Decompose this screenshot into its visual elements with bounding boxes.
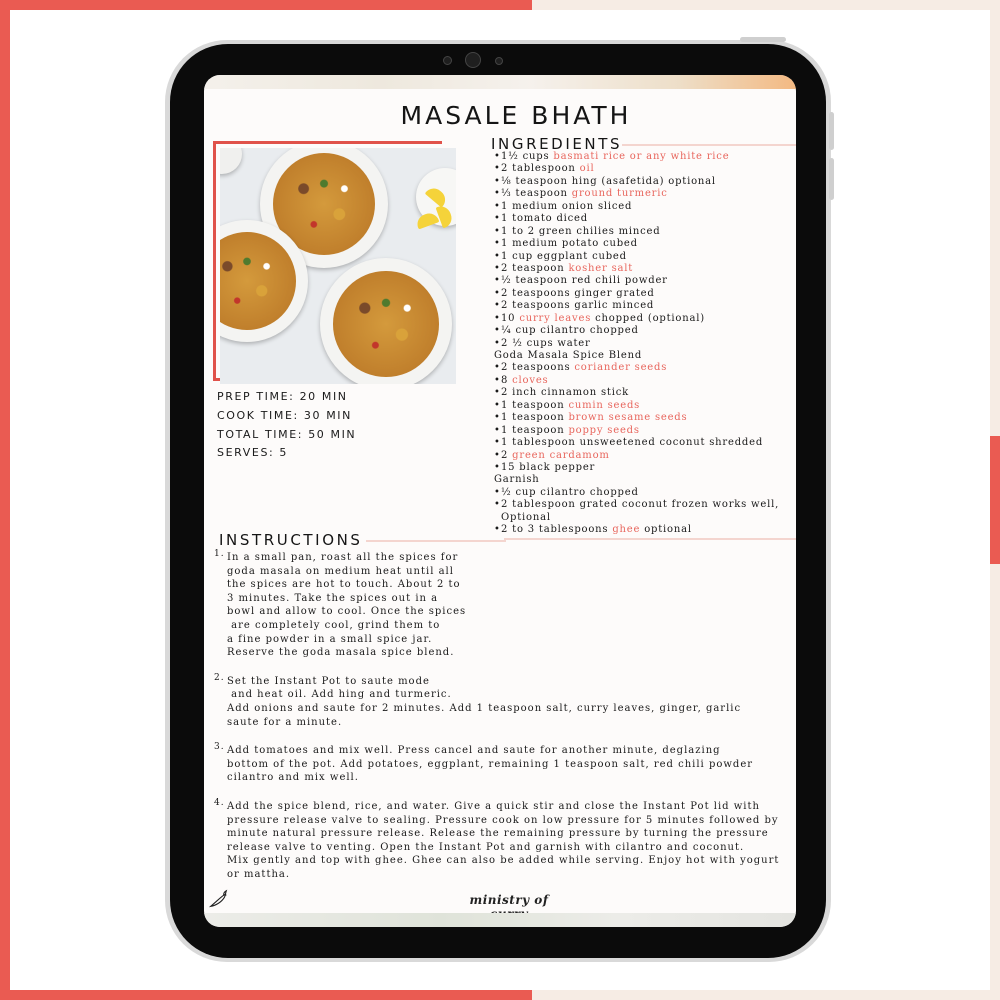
step-number: 3.: [214, 742, 225, 753]
step-text: Add the spice blend, rice, and water. Give a quick stir and close the Instant Pot lid with pressure release valve to sealing. Pressure cook on low pressure for 5 minutes followed by minute natural pressure release. Release the remaining pressure by turning the pressure release valve to venting. Open the Instant Pot and garnish with cilantro and coconut. Mix gently and top with ghee. Ghee can also be added while serving. Enjoy hot with yogurt or mattha.: [227, 800, 780, 880]
ingredient-item: • 2 ½ cups water: [494, 338, 796, 350]
step-number: 1.: [214, 549, 225, 559]
ingredient-item: • ¼ cup cilantro chopped: [494, 325, 796, 337]
ingredient-item: • 2 tablespoon grated coconut frozen works well, Optional: [494, 499, 796, 524]
tablet-sensor: [443, 56, 452, 65]
ingredient-item: • 1 to 2 green chilies minced: [494, 226, 796, 238]
instruction-step: [214, 744, 796, 785]
tablet-top-button: [740, 37, 786, 42]
ingredient-item: • 1 medium onion sliced: [494, 201, 796, 213]
header-photo-strip: [204, 75, 796, 89]
ingredient-item: • 1 tomato diced: [494, 213, 796, 225]
total-time: TOTAL TIME: 50 MIN: [217, 428, 357, 441]
ingredients-bottom-divider: [504, 538, 796, 540]
ingredient-item: • ⅓ teaspoon ground turmeric: [494, 188, 796, 200]
tablet-sensor: [495, 57, 503, 65]
chili-pepper-icon: [208, 888, 230, 910]
ingredient-item: • 2 green cardamom: [494, 450, 796, 462]
step-number: 2.: [214, 672, 225, 683]
ingredient-item: • 2 tablespoon oil: [494, 163, 796, 175]
ingredient-item: • 15 black pepper: [494, 462, 796, 474]
ingredient-item: • 8 cloves: [494, 375, 796, 387]
main-ingredients: [494, 151, 796, 350]
step-number: 4.: [214, 797, 225, 808]
instructions-list: [214, 551, 796, 896]
ingredient-item: • 2 teaspoon kosher salt: [494, 263, 796, 275]
ingredient-item: • 1 tablespoon unsweetened coconut shredded: [494, 437, 796, 449]
ingredient-item: • 1 teaspoon poppy seeds: [494, 425, 796, 437]
recipe-title: MASALE BHATH: [400, 101, 632, 130]
ingredient-item: • 2 teaspoons coriander seeds: [494, 362, 796, 374]
instruction-step: [214, 551, 796, 660]
ingredient-item: • 1½ cups basmati rice or any white rice: [494, 151, 796, 163]
instructions-divider: [366, 540, 506, 542]
ingredient-item: • ½ teaspoon red chili powder: [494, 275, 796, 287]
servings: SERVES: 5: [217, 446, 289, 459]
instruction-step: [214, 672, 796, 729]
ingredient-item: • 2 teaspoons garlic minced: [494, 300, 796, 312]
garnish-ingredients: [494, 487, 796, 537]
ingredient-item: • 1 teaspoon brown sesame seeds: [494, 412, 796, 424]
brand-logo: ministry of: [469, 893, 549, 907]
ingredients-heading: INGREDIENTS: [491, 135, 623, 153]
instructions-heading: INSTRUCTIONS: [219, 531, 363, 549]
garnish-heading: Garnish: [494, 474, 540, 486]
prep-time: PREP TIME: 20 MIN: [217, 390, 348, 403]
tablet-camera: [465, 52, 481, 68]
ingredients-divider: [622, 144, 796, 146]
ingredient-item: • 2 to 3 tablespoons ghee optional: [494, 524, 796, 536]
ingredient-item: • 1 cup eggplant cubed: [494, 251, 796, 263]
spice-blend-heading: Goda Masala Spice Blend: [494, 350, 643, 361]
ingredient-item: • 2 inch cinnamon stick: [494, 387, 796, 399]
ingredient-item: • 1 teaspoon cumin seeds: [494, 400, 796, 412]
cook-time: COOK TIME: 30 MIN: [217, 409, 352, 422]
tablet-volume-up-button: [829, 112, 834, 150]
instruction-step: [214, 797, 796, 882]
recipe-photo: [220, 148, 456, 384]
ingredient-item: • 2 teaspoons ginger grated: [494, 288, 796, 300]
ingredients-list: [494, 151, 796, 537]
ingredient-item: • ⅛ teaspoon hing (asafetida) optional: [494, 176, 796, 188]
step-text: Set the Instant Pot to saute mode and heat oil. Add hing and turmeric. Add onions and saute for 2 minutes. Add 1 teaspoon salt, curry leaves, ginger, garlic saute for a minute.: [227, 675, 742, 728]
spice-ingredients: [494, 362, 796, 474]
step-text: In a small pan, roast all the spices for goda masala on medium heat until all the spices are hot to touch. About 2 to 3 minutes. Take the spices out in a bowl and allow to cool. Once the spices are completely cool, grind them to a fine powder in a small spice jar. Reserve the goda masala spice blend.: [227, 552, 467, 659]
ingredient-item: • 1 medium potato cubed: [494, 238, 796, 250]
tablet-volume-down-button: [829, 158, 834, 200]
ingredient-item: • ½ cup cilantro chopped: [494, 487, 796, 499]
footer-photo-strip: [204, 913, 796, 927]
background-red-accent: [990, 436, 1000, 564]
tablet-screen: [204, 75, 796, 927]
ingredient-item: • 10 curry leaves chopped (optional): [494, 313, 796, 325]
step-text: Add tomatoes and mix well. Press cancel and saute for another minute, deglazing bottom of the pot. Add potatoes, eggplant, remaining 1 teaspoon salt, red chili powder cilantro and mix well.: [227, 745, 754, 784]
